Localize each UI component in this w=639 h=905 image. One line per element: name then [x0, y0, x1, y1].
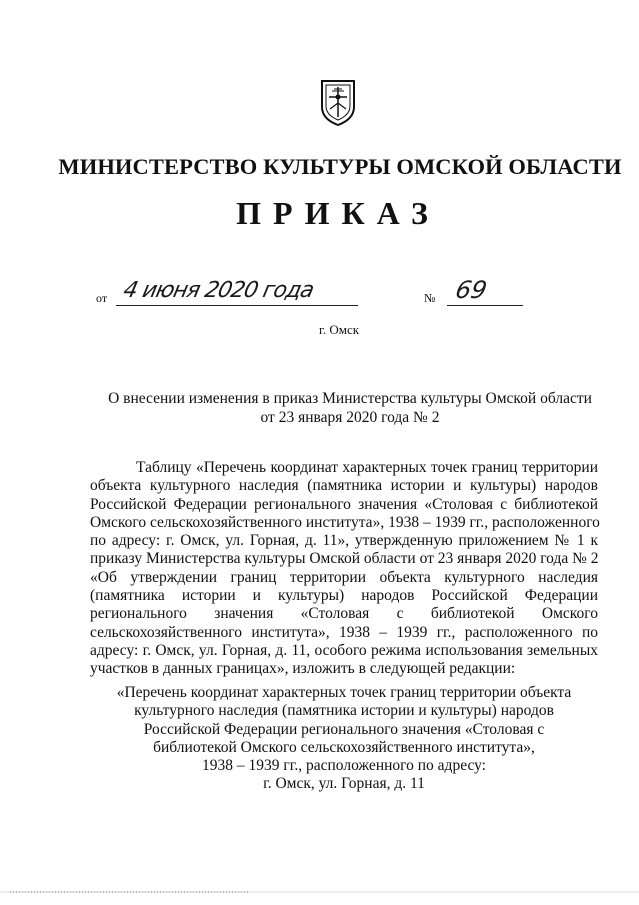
quoted-title — [90, 684, 598, 794]
quote-line: библиотекой Омского сельскохозяйственного института», — [153, 738, 535, 756]
quote-line: г. Омск, ул. Горная, д. 11 — [263, 775, 425, 793]
body-line: приказу Министерства культуры Омской области от 23 января 2020 года № 2 — [90, 550, 599, 568]
body-line: Таблицу «Перечень координат характерных точек границ территории — [136, 459, 598, 476]
body-line: Омского сельскохозяйственного института», 1938 – 1939 гг., расположенного — [90, 513, 600, 531]
body-line: «Об утверждении границ территории объекта культурного наследия — [90, 568, 598, 586]
body-line: Российской Федерации регионального значения «Столовая с библиотекой — [90, 495, 598, 513]
body-line: сельскохозяйственного института», 1938 – 1939 гг., расположенного по — [90, 623, 598, 641]
coat-of-arms-icon — [318, 77, 358, 127]
order-subject — [90, 389, 610, 427]
footer-marks — [0, 887, 639, 897]
body-line: адресу: г. Омск, ул. Горная, д. 11, особого режима использования земельных — [90, 641, 598, 659]
quote-line: 1938 – 1939 гг., расположенного по адресу: — [202, 757, 486, 775]
body-line: участков в данных границах», изложить в следующей редакции: — [90, 660, 516, 678]
order-body — [90, 459, 598, 679]
quote-line: Российской Федерации регионального значения «Столовая с — [143, 720, 545, 738]
number-label: № — [424, 291, 436, 305]
handwritten-number: 69 — [453, 276, 490, 304]
body-line: регионального значения «Столовая с библиотекой Омского — [90, 605, 598, 623]
number-underline — [447, 305, 523, 306]
quote-line: «Перечень координат характерных точек границ территории объекта — [116, 684, 572, 701]
handwritten-date: 4 июня 2020 года — [121, 278, 316, 303]
ministry-title: МИНИСТЕРСТВО КУЛЬТУРЫ ОМСКОЙ ОБЛАСТИ — [58, 154, 622, 179]
subject-line: от 23 января 2020 года № 2 — [260, 409, 440, 426]
subject-line: О внесении изменения в приказ Министерства культуры Омской области — [108, 390, 592, 407]
quote-line: культурного наследия (памятника истории и культуры) народов — [134, 702, 554, 720]
document-type-title: ПРИКАЗ — [236, 195, 440, 231]
body-line: по адресу: г. Омск, ул. Горная, д. 11», утвержденную приложением № 1 к — [90, 532, 598, 550]
body-line: объекта культурного наследия (памятника истории и культуры) народов — [90, 477, 598, 495]
city-name: г. Омск — [319, 322, 360, 337]
date-label: от — [96, 291, 108, 305]
body-line: (памятника истории и культуры) народов Российской Федерации — [90, 587, 598, 605]
